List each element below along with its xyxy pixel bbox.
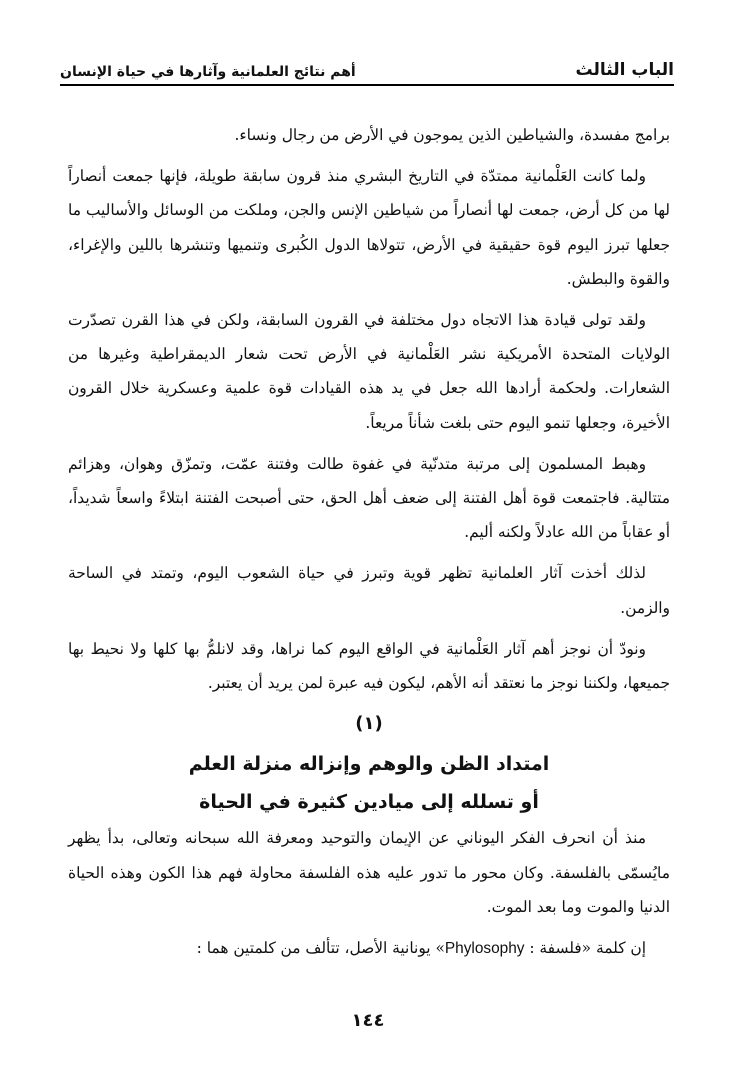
section-title-line-2: أو تسلله إلى ميادين كثيرة في الحياة — [199, 791, 539, 814]
paragraph: لذلك أخذت آثار العلمانية تظهر قوية وتبرز في حياة الشعوب اليوم، وتمتد في الساحة والزمن. — [68, 564, 670, 617]
paragraph: ولما كانت العَلْمانية ممتدّة في التاريخ البشري منذ قرون سابقة طويلة، فإنها جمعت أنصاراً لها من كل أرض، جمعت لها أنصاراً من شياطين الإنس والجن، وملكت من الوسائل والأساليب ما جعلها تبرز اليوم قوة حقيقية في الأرض، تتولاها الدول الكُبرى وتنميها وتنشرها باللين والإغراء، والقوة والبطش. — [68, 167, 670, 288]
page-body — [68, 118, 670, 973]
page-number: ١٤٤ — [351, 1010, 385, 1031]
english-term: Phylosophy — [444, 940, 525, 958]
running-header — [60, 52, 674, 86]
paragraph: ولقد تولى قيادة هذا الاتجاه دول مختلفة في القرون السابقة، ولكن في هذا القرن تصدّرت الولايات المتحدة الأمريكية نشر العَلْمانية في الأرض تحت شعار الديمقراطية وغيرها من الشعارات. ولحكمة أرادها الله جعل في يد هذه القيادات قوة علمية وعسكرية خلال القرون الأخيرة، وجعلها تنمو اليوم حتى بلغت شأناً مريعاً. — [68, 311, 670, 432]
paragraph: ونودّ أن نوجز أهم آثار العَلْمانية في الواقع اليوم كما نراها، وقد لانلمُّ بها كلها ولا نحيط بها جميعها، ولكننا نوجز ما نعتقد أنه الأهم، ليكون فيه عبرة لمن يريد أن يعتبر. — [68, 639, 670, 693]
last-paragraph-end: » يونانية الأصل، تتألف من كلمتين هما : — [196, 939, 445, 958]
section-title-line-1: امتداد الظن والوهم وإنزاله منزلة العلم — [188, 753, 550, 776]
paragraph-last — [68, 931, 670, 966]
chapter-label: الباب الثالث — [575, 60, 674, 80]
last-paragraph-start: إن كلمة «فلسفة : — [524, 939, 646, 958]
paragraph: برامج مفسدة، والشياطين الذين يموجون في الأرض من رجال ونساء. — [234, 126, 670, 144]
section-number: (١) — [355, 713, 383, 735]
book-title: أهم نتائج العلمانية وآثارها في حياة الإنسان — [60, 64, 356, 80]
paragraph: منذ أن انحرف الفكر اليوناني عن الإيمان والتوحيد ومعرفة الله سبحانه وتعالى، بدأ يظهر مايُسمّى بالفلسفة. وكان محور ما تدور عليه هذه الفلسفة محاولة فهم هذا الكون وهذه الحياة الدنيا والموت وما بعد الموت. — [68, 829, 670, 916]
paragraph: وهبط المسلمون إلى مرتبة متدنّية في غفوة طالت وفتنة عمّت، وتمزّق وهوان، وهزائم متتالية. فاجتمعت قوة أهل الفتنة إلى ضعف أهل الحق، حتى أصبحت الفتنة ابتلاءً واسعاً شديداً، أو عقاباً من الله عادلاً ولكنه أليم. — [68, 454, 670, 542]
